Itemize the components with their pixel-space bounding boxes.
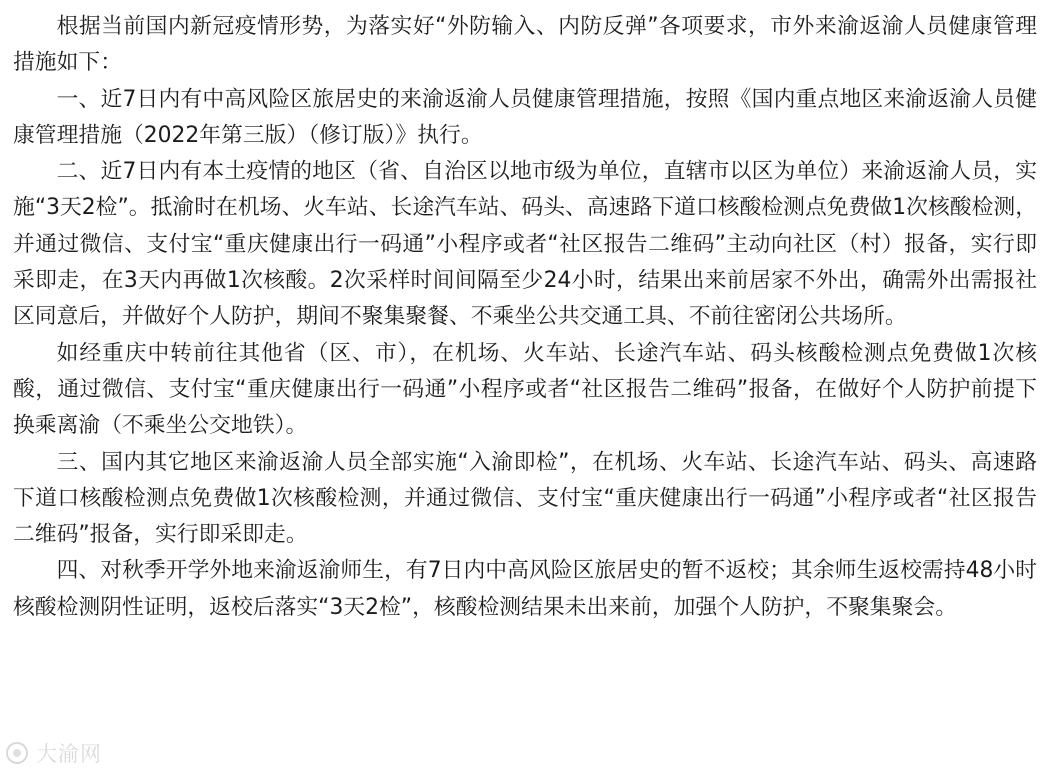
document-body	[13, 9, 1037, 626]
circle-logo-icon	[6, 742, 28, 764]
paragraph-transit: 如经重庆中转前往其他省（区、市），在机场、火车站、长途汽车站、码头核酸检测点免费做1次核酸，通过微信、支付宝“重庆健康出行一码通”小程序或者“社区报告二维码”报备，在做好个人防护前提下换乘离渝（不乘坐公交地铁）。	[13, 340, 1037, 439]
paragraph-item-1: 一、近7日内有中高风险区旅居史的来渝返渝人员健康管理措施，按照《国内重点地区来渝返渝人员健康管理措施（2022年第三版）（修订版）》执行。	[13, 86, 1037, 148]
watermark	[6, 738, 102, 768]
paragraph-item-2: 二、近7日内有本土疫情的地区（省、自治区以地市级为单位，直辖市以区为单位）来渝返渝人员，实施“3天2检”。抵渝时在机场、火车站、长途汽车站、码头、高速路下道口核酸检测点免费做1次核酸检测，并通过微信、支付宝“重庆健康出行一码通”小程序或者“社区报告二维码”主动向社区（村）报备，实行即采即走，在3天内再做1次核酸。2次采样时间间隔至少24小时，结果出来前居家不外出，确需外出需报社区同意后，并做好个人防护，期间不聚集聚餐、不乘坐公共交通工具、不前往密闭公共场所。	[13, 159, 1037, 330]
paragraph-intro: 根据当前国内新冠疫情形势，为落实好“外防输入、内防反弹”各项要求，市外来渝返渝人员健康管理措施如下：	[13, 14, 1037, 76]
watermark-text: 大渝网	[36, 742, 102, 766]
paragraph-item-4: 四、对秋季开学外地来渝返渝师生，有7日内中高风险区旅居史的暂不返校；其余师生返校需持48小时核酸检测阴性证明，返校后落实“3天2检”，核酸检测结果未出来前，加强个人防护，不聚集聚会。	[13, 558, 1037, 620]
paragraph-item-3: 三、国内其它地区来渝返渝人员全部实施“入渝即检”，在机场、火车站、长途汽车站、码头、高速路下道口核酸检测点免费做1次核酸检测，并通过微信、支付宝“重庆健康出行一码通”小程序或者“社区报告二维码”报备，实行即采即走。	[13, 449, 1037, 548]
